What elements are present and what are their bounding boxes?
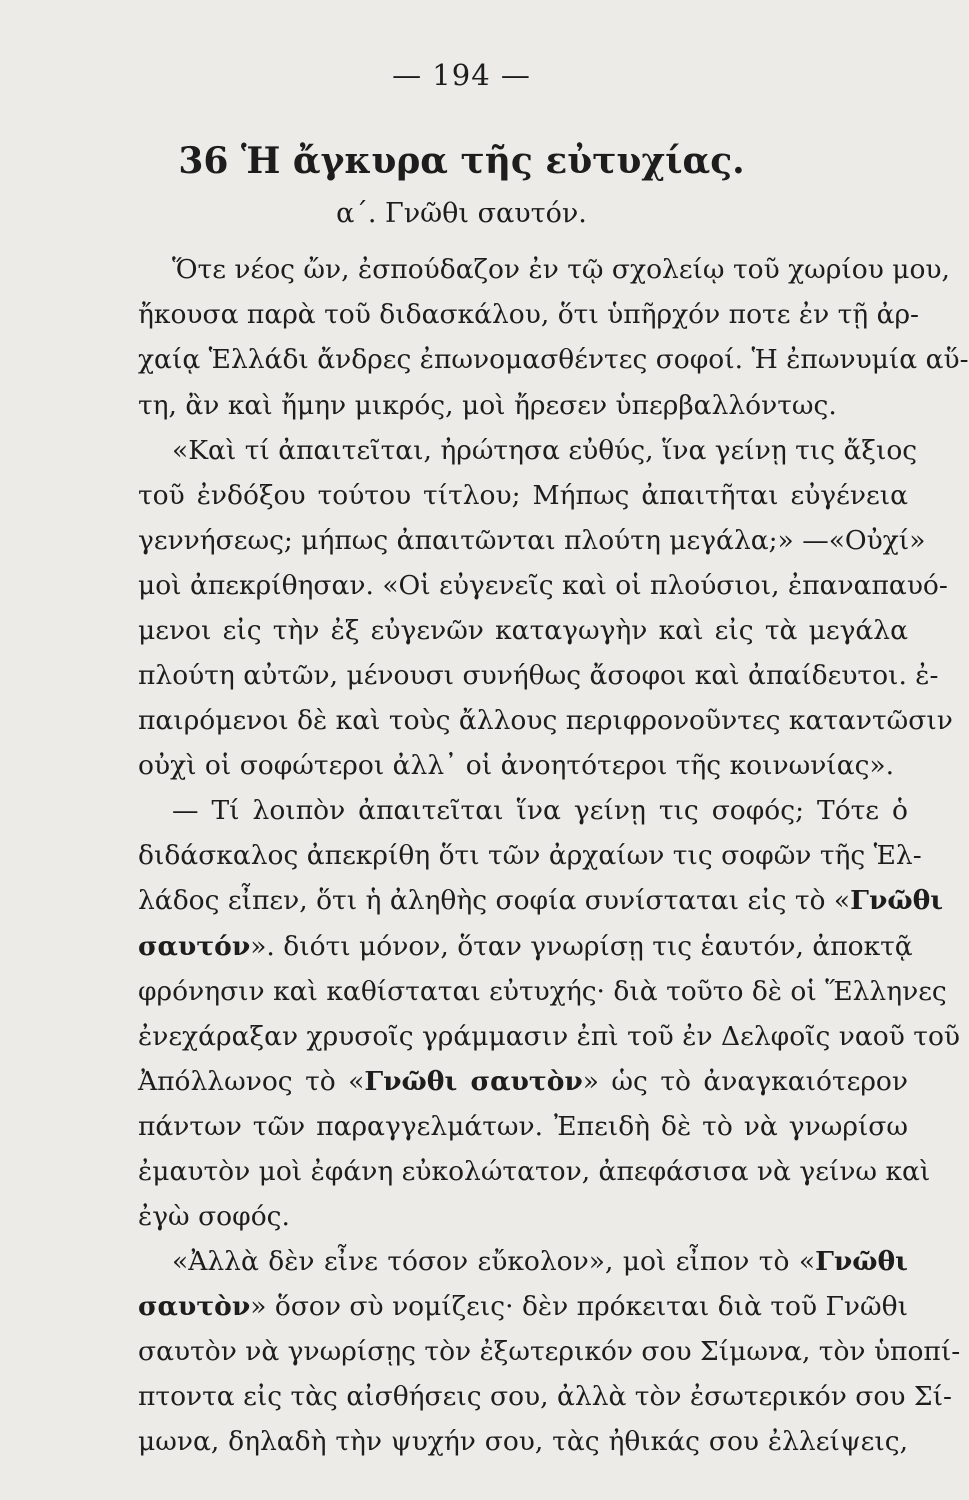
text-line: σαυτόν». διότι μόνον, ὅταν γνωρίσῃ τις ἑαυτόν, ἀποκτᾷ — [138, 931, 913, 962]
text-line: ἐμαυτὸν μοὶ ἐφάνη εὐκολώτατον, ἀπεφάσισα νὰ γείνω καὶ — [138, 1156, 931, 1187]
text-line: Ἀπόλλωνος τὸ «Γνῶθι σαυτὸν» ὡς τὸ ἀναγκαιότερον — [138, 1066, 908, 1097]
text-line: ἤκουσα παρὰ τοῦ διδασκάλου, ὅτι ὑπῆρχόν ποτε ἐν τῇ ἀρ- — [138, 299, 919, 330]
bold-phrase: σαυτόν — [138, 931, 251, 962]
text-line: φρόνησιν καὶ καθίσταται εὐτυχής· διὰ τοῦτο δὲ οἱ Ἕλληνες — [138, 976, 947, 1007]
text-line: ἐνεχάραξαν χρυσοῖς γράμμασιν ἐπὶ τοῦ ἐν Δελφοῖς ναοῦ τοῦ — [138, 1021, 961, 1052]
chapter-heading: 36 Ἡ ἄγκυρα τῆς εὐτυχίας. — [178, 140, 745, 182]
bold-phrase: Γνῶθι σαυτὸν — [364, 1066, 583, 1097]
text-line: «Καὶ τί ἀπαιτεῖται, ἠρώτησα εὐθύς, ἵνα γείνῃ τις ἄξιος — [172, 435, 918, 466]
bold-phrase: Γνῶθι — [815, 1246, 908, 1277]
bold-phrase: Γνῶθι — [850, 885, 944, 916]
section-subheading: α΄. Γνῶθι σαυτόν. — [336, 198, 587, 229]
text-line: διδάσκαλος ἀπεκρίθη ὅτι τῶν ἀρχαίων τις σοφῶν τῆς Ἑλ- — [138, 840, 922, 871]
text-line: μενοι εἰς τὴν ἐξ εὐγενῶν καταγωγὴν καὶ εἰς τὰ μεγάλα — [138, 615, 908, 646]
page-number: — 194 — — [392, 58, 531, 92]
text-line: τη, ἂν καὶ ἤμην μικρός, μοὶ ἤρεσεν ὑπερβαλλόντως. — [138, 390, 837, 421]
bold-phrase: σαυτὸν — [138, 1291, 251, 1322]
text-line: ἐγὼ σοφός. — [138, 1201, 290, 1232]
text-line: πλούτη αὐτῶν, μένουσι συνήθως ἄσοφοι καὶ ἀπαίδευτοι. ἐ- — [138, 660, 939, 691]
text-line: λάδος εἶπεν, ὅτι ἡ ἀληθὴς σοφία συνίσταται εἰς τὸ «Γνῶθι — [138, 885, 944, 916]
text-line: τοῦ ἐνδόξου τούτου τίτλου; Μήπως ἀπαιτῆται εὐγένεια — [138, 480, 908, 511]
text-line: χαίᾳ Ἑλλάδι ἄνδρες ἐπωνομασθέντες σοφοί. Ἡ ἐπωνυμία αὕ- — [138, 344, 969, 375]
text-line: μωνα, δηλαδὴ τὴν ψυχήν σου, τὰς ἠθικάς σου ἐλλείψεις, — [138, 1426, 908, 1457]
text-line: πάντων τῶν παραγγελμάτων. Ἐπειδὴ δὲ τὸ νὰ γνωρίσω — [138, 1111, 908, 1142]
text-line: πτοντα εἰς τὰς αἰσθήσεις σου, ἀλλὰ τὸν ἐσωτερικόν σου Σί- — [138, 1381, 952, 1412]
text-line: μοὶ ἀπεκρίθησαν. «Οἱ εὐγενεῖς καὶ οἱ πλούσιοι, ἐπαναπαυό- — [138, 570, 948, 601]
text-line: σαυτὸν» ὅσον σὺ νομίζεις· δὲν πρόκειται διὰ τοῦ Γνῶθι — [138, 1291, 908, 1322]
text-line: σαυτὸν νὰ γνωρίσῃς τὸν ἐξωτερικόν σου Σίμωνα, τὸν ὑποπί- — [138, 1336, 961, 1367]
text-line: οὐχὶ οἱ σοφώτεροι ἀλλ᾽ οἱ ἀνοητότεροι τῆς κοινωνίας». — [138, 750, 895, 781]
text-line: παιρόμενοι δὲ καὶ τοὺς ἄλλους περιφρονοῦντες καταντῶσιν — [138, 705, 953, 736]
text-line: γεννήσεως; μήπως ἀπαιτῶνται πλούτη μεγάλα;» —«Οὐχί» — [138, 525, 926, 556]
text-line: Ὅτε νέος ὤν, ἐσπούδαζον ἐν τῷ σχολείῳ τοῦ χωρίου μου, — [172, 254, 950, 285]
text-line: — Τί λοιπὸν ἀπαιτεῖται ἵνα γείνῃ τις σοφός; Τότε ὁ — [172, 795, 908, 826]
text-line: «Ἀλλὰ δὲν εἶνε τόσον εὔκολον», μοὶ εἶπον τὸ «Γνῶθι — [172, 1246, 908, 1277]
